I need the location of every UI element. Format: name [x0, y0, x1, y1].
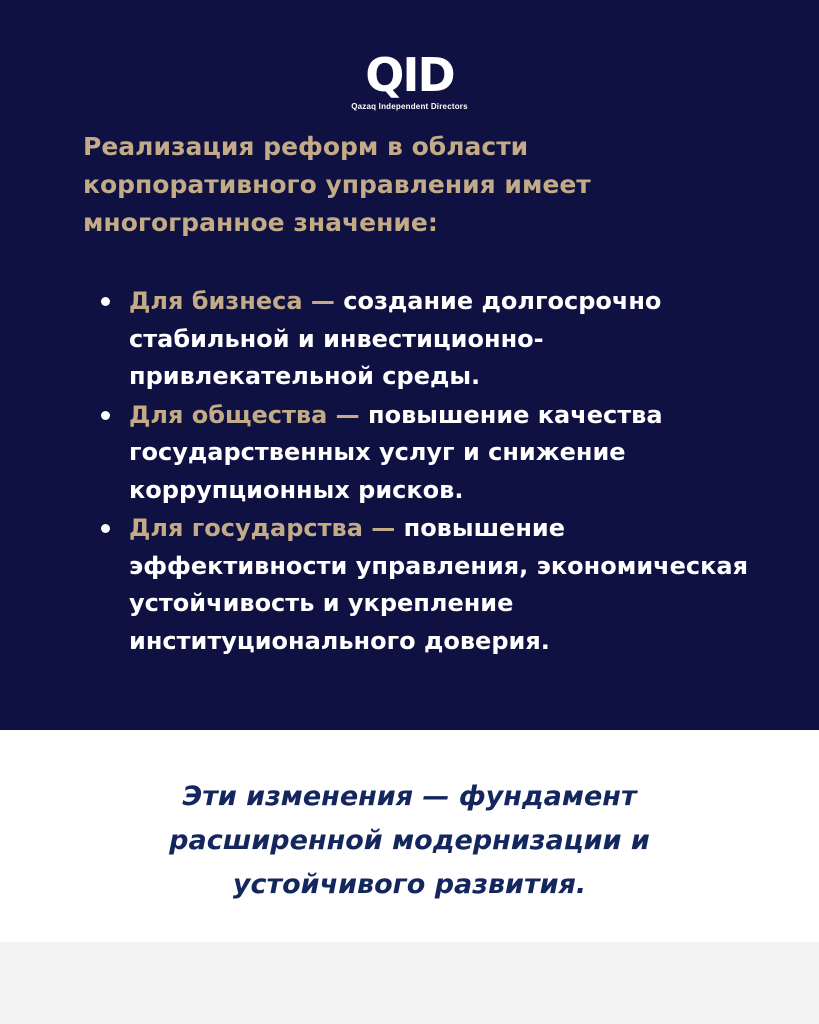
logo — [0, 50, 819, 111]
list-item-state — [83, 510, 753, 660]
list-item-text: повышение эффективности управления, экономическая устойчивость и укрепление институционального доверия. — [129, 514, 749, 655]
bullet-dot-icon — [101, 297, 110, 306]
logo-mark: QID — [365, 48, 454, 102]
logo-subtitle: Qazaq Independent Directors — [351, 102, 468, 111]
benefits-list — [83, 283, 753, 661]
bullet-dot-icon — [101, 524, 110, 533]
list-item-business — [83, 283, 753, 396]
list-item-text: создание долгосрочно стабильной и инвестиционно-привлекательной среды. — [129, 287, 662, 390]
list-item-heading: Для общества — — [129, 400, 360, 429]
list-item-heading: Для государства — — [129, 514, 396, 542]
list-item-society — [83, 397, 753, 510]
list-item-text: повышение качества государственных услуг и снижение коррупционных рисков. — [129, 400, 663, 504]
bullet-dot-icon — [101, 411, 110, 420]
list-item-heading: Для бизнеса — — [129, 287, 335, 315]
intro-heading: Реализация реформ в области корпоративного управления имеет многогранное значение: — [83, 132, 591, 237]
closing-statement: Эти изменения — фундамент расширенной модернизации и устойчивого развития. — [169, 781, 650, 900]
